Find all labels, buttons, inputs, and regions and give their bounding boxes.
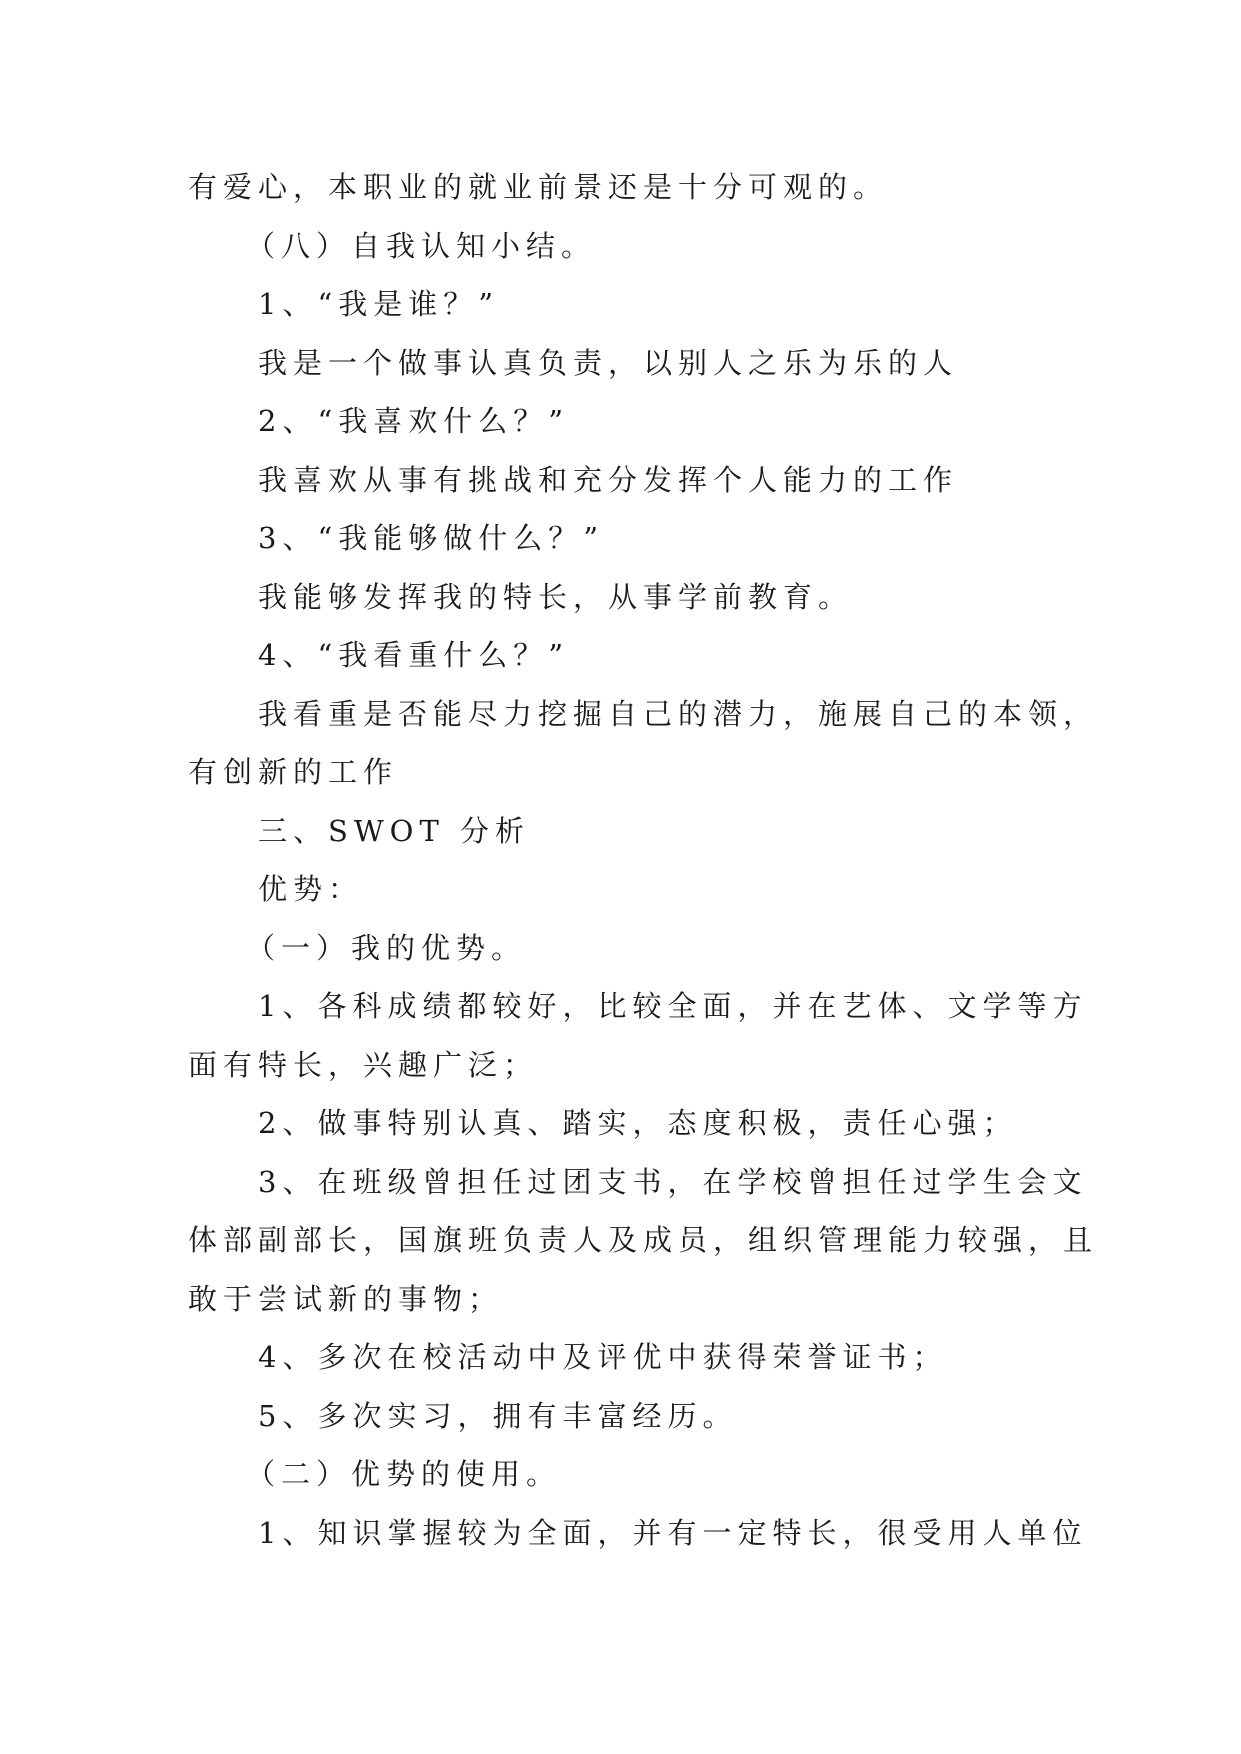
answer-line: 我喜欢从事有挑战和充分发挥个人能力的工作: [258, 462, 959, 497]
list-item: 2、做事特别认真、踏实，态度积极，责任心强；: [258, 1106, 1018, 1140]
answer-line: 我看重是否能尽力挖掘自己的潜力，施展自己的本领，: [258, 696, 1099, 731]
question-line: 4、“我看重什么？”: [258, 638, 570, 672]
list-item-continued: 敢于尝试新的事物；: [188, 1281, 504, 1316]
question-line: 1、“我是谁？”: [258, 287, 500, 321]
list-item: 1、知识掌握较为全面，并有一定特长，很受用人单位: [258, 1515, 1088, 1550]
section-heading: （二）优势的使用。: [246, 1457, 562, 1491]
subheading: 优势：: [258, 872, 364, 906]
section-heading: （一）我的优势。: [246, 930, 527, 965]
list-item: 3、在班级曾担任过团支书，在学校曾担任过学生会文: [258, 1164, 1088, 1199]
list-item: 5、多次实习，拥有丰富经历。: [258, 1398, 738, 1433]
list-item-continued: 面有特长，兴趣广泛；: [188, 1047, 539, 1082]
answer-line: 我能够发挥我的特长，从事学前教育。: [258, 579, 854, 614]
answer-line: 我是一个做事认真负责，以别人之乐为乐的人: [258, 345, 959, 380]
list-item: 1、各科成绩都较好，比较全面，并在艺体、文学等方: [258, 989, 1088, 1023]
chapter-heading: 三、SWOT 分析: [258, 813, 531, 848]
question-line: 3、“我能够做什么？”: [258, 521, 605, 555]
paragraph-line: 有爱心，本职业的就业前景还是十分可观的。: [188, 170, 889, 204]
question-line: 2、“我喜欢什么？”: [258, 404, 570, 438]
list-item: 4、多次在校活动中及评优中获得荣誉证书；: [258, 1340, 948, 1374]
document-body: [188, 158, 1099, 1562]
section-heading: （八）自我认知小结。: [246, 228, 597, 263]
answer-line-continued: 有创新的工作: [188, 755, 399, 789]
list-item-continued: 体部副部长，国旗班负责人及成员，组织管理能力较强，且: [188, 1223, 1099, 1257]
